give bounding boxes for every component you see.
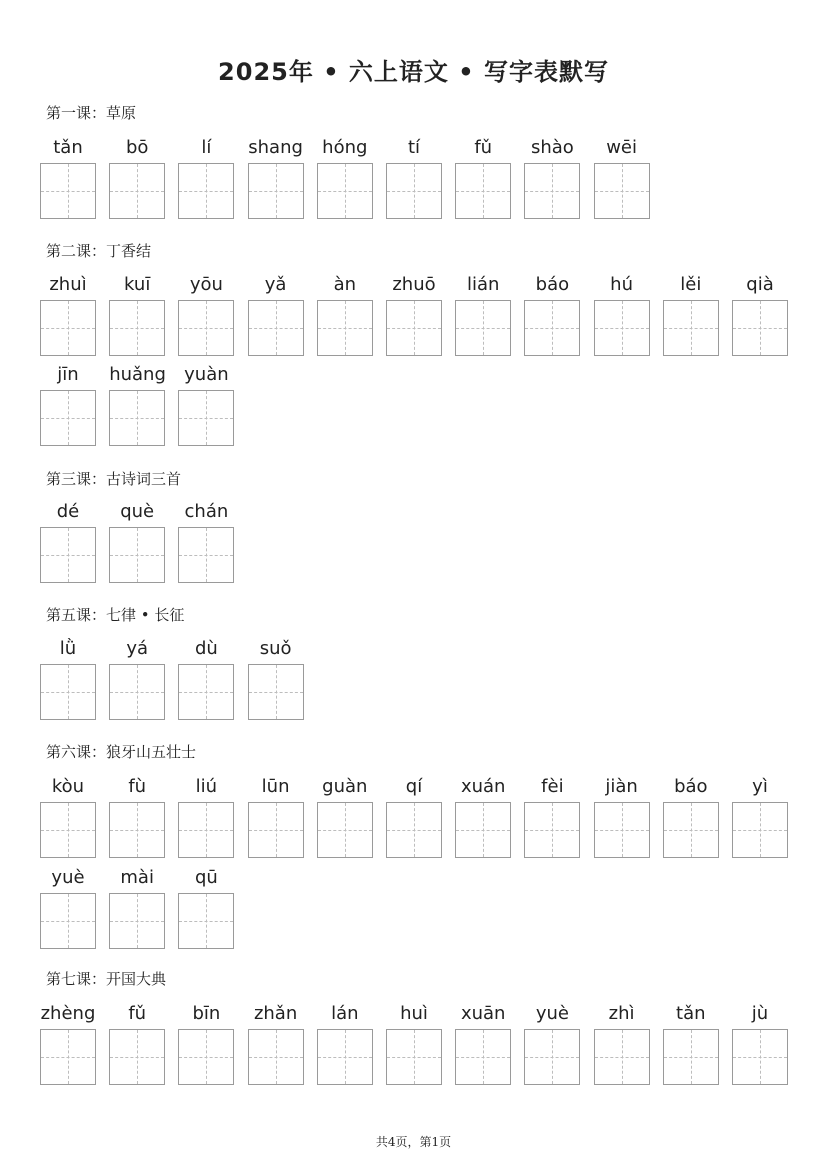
tian-grid-box[interactable] <box>663 802 719 858</box>
pinyin-label: shào <box>530 137 574 158</box>
char-cell <box>594 1003 650 1085</box>
pinyin-label: tǎn <box>676 1003 706 1024</box>
tian-grid-box[interactable] <box>40 163 96 219</box>
lesson-title: 第六课：狼牙山五壮士 <box>46 743 197 761</box>
tian-grid-box[interactable] <box>178 802 234 858</box>
tian-grid-box[interactable] <box>524 1029 580 1085</box>
pinyin-label: jiàn <box>605 776 638 797</box>
pinyin-label: zhì <box>608 1003 635 1024</box>
pinyin-label: qià <box>746 274 774 295</box>
char-cell <box>109 501 165 583</box>
page-footer: 共4页，第1页 <box>375 1135 452 1149</box>
tian-grid-box[interactable] <box>248 163 304 219</box>
pinyin-label: lěi <box>680 274 702 295</box>
tian-grid-box[interactable] <box>594 300 650 356</box>
tian-grid-box[interactable] <box>109 1029 165 1085</box>
char-cell <box>109 638 165 720</box>
char-cell <box>248 1003 304 1085</box>
pinyin-label: hú <box>610 274 633 295</box>
char-cell <box>178 501 234 583</box>
pinyin-label: liú <box>195 776 218 797</box>
char-cell <box>248 137 304 219</box>
tian-grid-box[interactable] <box>732 300 788 356</box>
tian-grid-box[interactable] <box>248 300 304 356</box>
char-cell <box>732 776 788 858</box>
pinyin-label: kuī <box>124 274 151 295</box>
char-cell <box>40 137 96 219</box>
char-cell <box>109 1003 165 1085</box>
tian-grid-box[interactable] <box>109 802 165 858</box>
tian-grid-box[interactable] <box>386 1029 442 1085</box>
pinyin-label: yuàn <box>184 364 229 385</box>
lesson-title: 第一课：草原 <box>46 104 137 122</box>
pinyin-label: chán <box>184 501 229 522</box>
tian-grid-box[interactable] <box>317 300 373 356</box>
tian-grid-box[interactable] <box>248 802 304 858</box>
tian-grid-box[interactable] <box>594 1029 650 1085</box>
char-cell <box>732 274 788 356</box>
char-cell <box>178 364 234 446</box>
char-cell <box>248 776 304 858</box>
char-cell <box>40 364 96 446</box>
pinyin-label: zhèng <box>40 1003 96 1024</box>
pinyin-label: kòu <box>51 776 85 797</box>
pinyin-label: zhuō <box>392 274 436 295</box>
tian-grid-box[interactable] <box>732 1029 788 1085</box>
char-cell <box>317 137 373 219</box>
char-cell <box>455 274 511 356</box>
pinyin-label: fù <box>128 776 147 797</box>
char-cell <box>663 776 719 858</box>
pinyin-label: báo <box>674 776 708 797</box>
tian-grid-box[interactable] <box>455 300 511 356</box>
char-cell <box>40 274 96 356</box>
char-cell <box>663 1003 719 1085</box>
char-cell <box>178 274 234 356</box>
pinyin-label: báo <box>535 274 570 295</box>
char-cell <box>109 364 165 446</box>
char-cell <box>178 638 234 720</box>
char-cell <box>386 776 442 858</box>
pinyin-label: shang <box>248 137 303 158</box>
tian-grid-box[interactable] <box>594 802 650 858</box>
pinyin-label: hóng <box>322 137 368 158</box>
char-cell <box>386 1003 442 1085</box>
char-cell <box>109 274 165 356</box>
lesson-title: 第五课：七律 • 长征 <box>46 606 185 624</box>
tian-grid-box[interactable] <box>524 300 580 356</box>
tian-grid-box[interactable] <box>40 802 96 858</box>
tian-grid-box[interactable] <box>109 390 165 446</box>
char-cell <box>40 501 96 583</box>
tian-grid-box[interactable] <box>317 802 373 858</box>
pinyin-label: fèi <box>541 776 564 797</box>
tian-grid-box[interactable] <box>40 893 96 949</box>
char-cell <box>594 137 650 219</box>
pinyin-label: guàn <box>322 776 368 797</box>
pinyin-label: mài <box>120 867 154 888</box>
tian-grid-box[interactable] <box>40 1029 96 1085</box>
pinyin-label: wēi <box>606 137 637 158</box>
tian-grid-box[interactable] <box>109 527 165 583</box>
pinyin-label: yōu <box>189 274 223 295</box>
tian-grid-box[interactable] <box>317 1029 373 1085</box>
lesson-title: 第三课：古诗词三首 <box>46 470 182 488</box>
pinyin-label: yuè <box>51 867 85 888</box>
pinyin-label: yá <box>126 638 149 659</box>
pinyin-label: lǜ <box>59 638 77 659</box>
pinyin-label: jù <box>751 1003 769 1024</box>
tian-grid-box[interactable] <box>178 390 234 446</box>
char-cell <box>455 776 511 858</box>
char-cell <box>40 638 96 720</box>
tian-grid-box[interactable] <box>732 802 788 858</box>
pinyin-label: zhǎn <box>253 1003 298 1024</box>
char-cell <box>317 1003 373 1085</box>
char-cell <box>40 1003 96 1085</box>
pinyin-label: fǔ <box>474 137 493 158</box>
char-cell <box>455 1003 511 1085</box>
pinyin-label: xuān <box>460 1003 506 1024</box>
pinyin-label: tǎn <box>53 137 83 158</box>
pinyin-label: dé <box>56 501 80 522</box>
pinyin-label: huǎng <box>109 364 166 385</box>
pinyin-label: dù <box>194 638 218 659</box>
tian-grid-box[interactable] <box>386 802 442 858</box>
tian-grid-box[interactable] <box>40 390 96 446</box>
char-cell <box>317 274 373 356</box>
char-cell <box>524 137 580 219</box>
char-cell <box>178 137 234 219</box>
char-cell <box>40 776 96 858</box>
char-cell <box>663 274 719 356</box>
pinyin-label: yuè <box>535 1003 569 1024</box>
tian-grid-box[interactable] <box>455 163 511 219</box>
tian-grid-box[interactable] <box>40 664 96 720</box>
char-cell <box>317 776 373 858</box>
pinyin-label: bō <box>125 137 149 158</box>
tian-grid-box[interactable] <box>178 163 234 219</box>
tian-grid-box[interactable] <box>178 664 234 720</box>
pinyin-label: qū <box>194 867 218 888</box>
char-cell <box>40 867 96 949</box>
char-cell <box>732 1003 788 1085</box>
char-cell <box>178 776 234 858</box>
char-cell <box>594 776 650 858</box>
pinyin-label: suǒ <box>259 638 292 659</box>
pinyin-label: tí <box>407 137 421 158</box>
tian-grid-box[interactable] <box>663 1029 719 1085</box>
pinyin-label: lán <box>331 1003 359 1024</box>
tian-grid-box[interactable] <box>40 527 96 583</box>
pinyin-label: qí <box>405 776 423 797</box>
char-cell <box>109 776 165 858</box>
tian-grid-box[interactable] <box>455 1029 511 1085</box>
char-cell <box>109 137 165 219</box>
pinyin-label: jīn <box>57 364 79 385</box>
char-cell <box>455 137 511 219</box>
pinyin-label: xuán <box>460 776 506 797</box>
char-cell <box>248 638 304 720</box>
char-cell <box>386 274 442 356</box>
tian-grid-box[interactable] <box>663 300 719 356</box>
lesson-title: 第七课：开国大典 <box>46 970 167 988</box>
tian-grid-box[interactable] <box>248 664 304 720</box>
char-cell <box>178 867 234 949</box>
tian-grid-box[interactable] <box>248 1029 304 1085</box>
char-cell <box>178 1003 234 1085</box>
tian-grid-box[interactable] <box>524 802 580 858</box>
tian-grid-box[interactable] <box>109 300 165 356</box>
tian-grid-box[interactable] <box>524 163 580 219</box>
tian-grid-box[interactable] <box>40 300 96 356</box>
pinyin-label: yǎ <box>264 274 287 295</box>
pinyin-label: yì <box>752 776 768 797</box>
pinyin-label: què <box>120 501 155 522</box>
pinyin-label: fǔ <box>128 1003 147 1024</box>
pinyin-label: huì <box>400 1003 428 1024</box>
lesson-title: 第二课：丁香结 <box>46 242 152 260</box>
tian-grid-box[interactable] <box>178 527 234 583</box>
char-cell <box>594 274 650 356</box>
page-title: 2025年 • 六上语文 • 写字表默写 <box>218 58 609 86</box>
pinyin-label: bīn <box>192 1003 221 1024</box>
tian-grid-box[interactable] <box>317 163 373 219</box>
tian-grid-box[interactable] <box>178 893 234 949</box>
char-cell <box>524 1003 580 1085</box>
char-cell <box>248 274 304 356</box>
tian-grid-box[interactable] <box>178 300 234 356</box>
pinyin-label: lí <box>201 137 212 158</box>
tian-grid-box[interactable] <box>109 893 165 949</box>
tian-grid-box[interactable] <box>178 1029 234 1085</box>
char-cell <box>524 776 580 858</box>
pinyin-label: lián <box>466 274 500 295</box>
tian-grid-box[interactable] <box>594 163 650 219</box>
char-cell <box>109 867 165 949</box>
tian-grid-box[interactable] <box>109 163 165 219</box>
char-cell <box>386 137 442 219</box>
tian-grid-box[interactable] <box>109 664 165 720</box>
pinyin-label: zhuì <box>49 274 87 295</box>
pinyin-label: àn <box>333 274 357 295</box>
tian-grid-box[interactable] <box>455 802 511 858</box>
char-cell <box>524 274 580 356</box>
tian-grid-box[interactable] <box>386 300 442 356</box>
tian-grid-box[interactable] <box>386 163 442 219</box>
pinyin-label: lūn <box>261 776 290 797</box>
